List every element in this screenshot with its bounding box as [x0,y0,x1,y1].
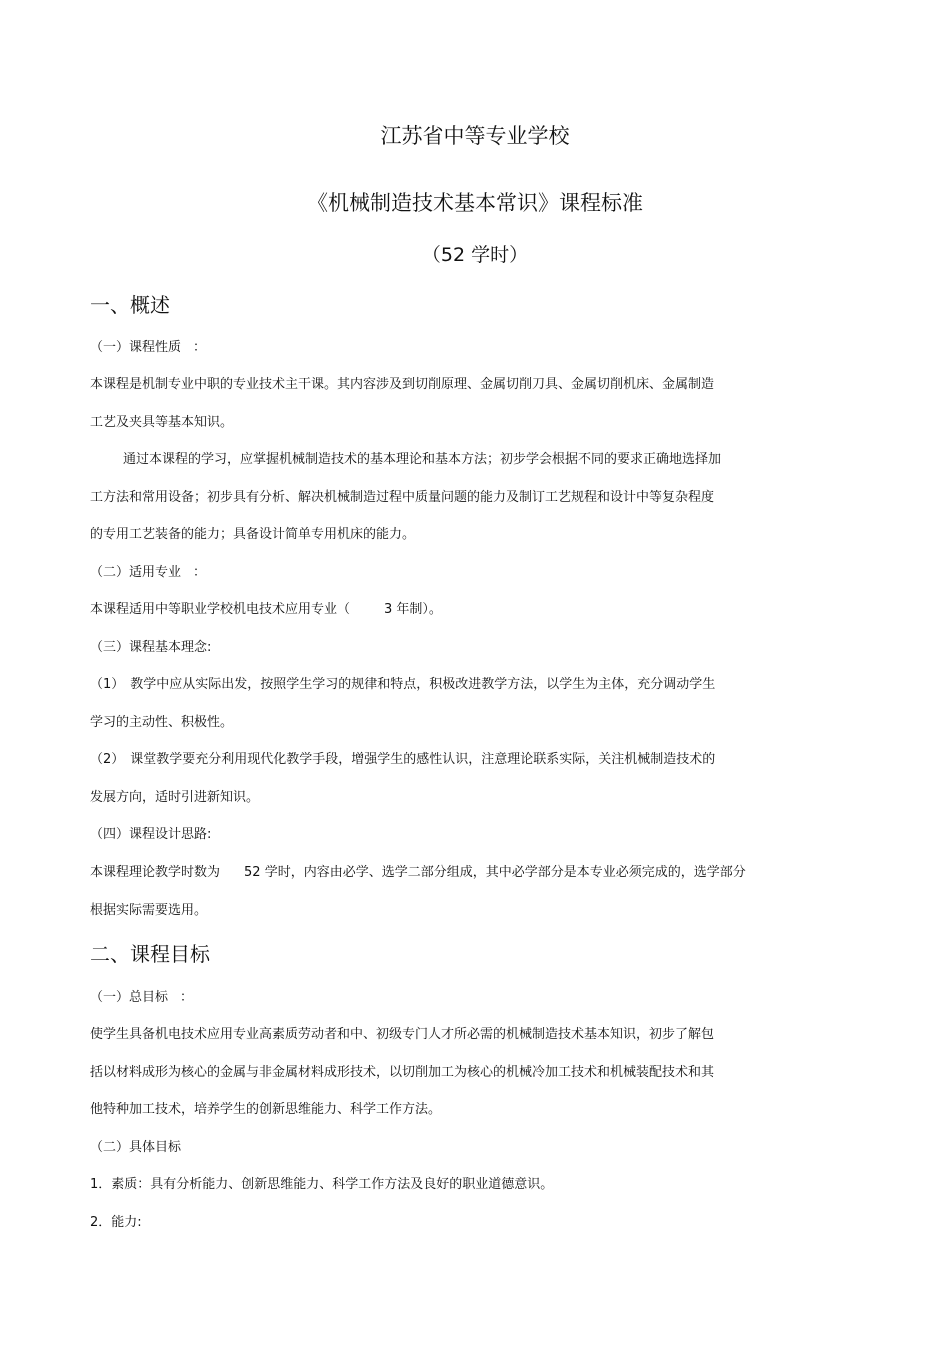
subsection-overall-goal [90,986,193,1005]
subsection-label: （一）课程性质 [90,340,182,355]
subsection-label: （一）总目标 [90,990,169,1005]
list-number: （1） [90,677,125,692]
course-title: 《机械制造技术基本常识》课程标准 [307,191,643,215]
label-colon: ： [193,565,207,580]
paragraph-line: 括以材料成形为核心的金属与非金属材料成形技术，以切削加工为核心的机械冷加工技术和机械装配技术和其 [90,1065,715,1080]
list-item-2 [90,748,715,767]
subsection-design-approach: （四）课程设计思路: [90,827,212,842]
paragraph-line: 工艺及夹具等基本知识。 [90,415,234,430]
paragraph-line: 本课程是机制专业中职的专业技术主干课。其内容涉及到切削原理、金属切削刀具、金属切削机床、金属制造 [90,377,715,392]
paragraph-line: 发展方向，适时引进新知识。 [90,790,260,805]
course-hours: （52 学时） [421,244,529,266]
paragraph-line: 根据实际需要选用。 [90,903,208,918]
text-segment: 本课程适用中等职业学校机电技术应用专业（ [90,602,351,617]
paragraph-line [90,598,442,617]
text-segment: 52 学时，内容由必学、选学二部分组成，其中必学部分是本专业必须完成的，选学部分 [244,865,746,880]
paragraph-line [90,861,746,880]
subsection-applicable-major [90,561,206,580]
text-segment: 3 年制）。 [384,602,442,617]
label-colon: ： [180,990,194,1005]
subsection-specific-goals: （二）具体目标 [90,1140,182,1155]
subsection-basic-concepts: （三）课程基本理念: [90,640,212,655]
paragraph-line: 的专用工艺装备的能力；具备设计简单专用机床的能力。 [90,527,416,542]
school-name: 江苏省中等专业学校 [380,124,570,148]
list-number: （2） [90,752,125,767]
list-text: 课堂教学要充分利用现代化教学手段，增强学生的感性认识，注意理论联系实际，关注机械制造技术的 [130,752,716,767]
label-colon: ： [193,340,207,355]
list-item-quality: 1．素质：具有分析能力、创新思维能力、科学工作方法及良好的职业道德意识。 [90,1177,554,1192]
paragraph-line: 工方法和常用设备；初步具有分析、解决机械制造过程中质量问题的能力及制订工艺规程和设计中等复杂程度 [90,490,715,505]
list-item-ability: 2．能力: [90,1215,142,1230]
paragraph-line: 他特种加工技术，培养学生的创新思维能力、科学工作方法。 [90,1102,442,1117]
paragraph-line: 通过本课程的学习，应掌握机械制造技术的基本理论和基本方法；初步学会根据不同的要求正确地选择加 [123,452,722,467]
section-heading-goals: 二、课程目标 [90,942,210,966]
paragraph-line: 学习的主动性、积极性。 [90,715,234,730]
subsection-label: （二）适用专业 [90,565,182,580]
list-text: 教学中应从实际出发，按照学生学习的规律和特点，积极改进教学方法，以学生为主体，充分调动学生 [130,677,716,692]
subsection-course-nature [90,336,206,355]
section-heading-overview: 一、概述 [90,293,170,317]
text-segment: 本课程理论教学时数为 [90,865,221,880]
paragraph-line: 使学生具备机电技术应用专业高素质劳动者和中、初级专门人才所必需的机械制造技术基本知识，初步了解包 [90,1027,715,1042]
list-item-1 [90,673,715,692]
